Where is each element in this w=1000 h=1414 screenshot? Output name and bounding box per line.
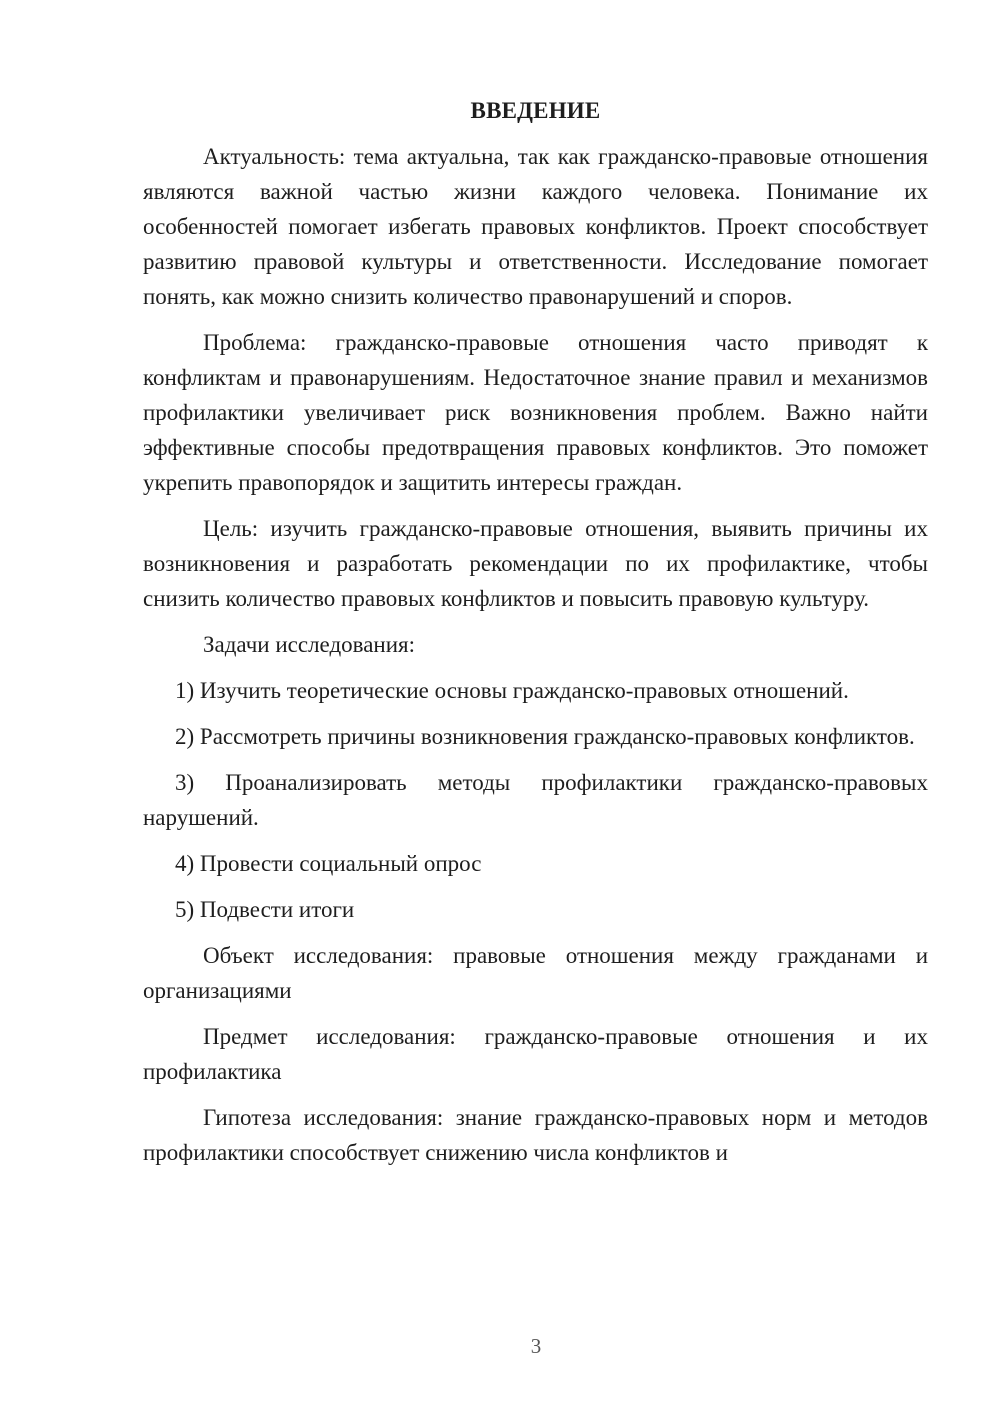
paragraph-hypothesis: Гипотеза исследования: знание гражданско-правовых норм и методов профилактики способствует снижению числа конфликтов и bbox=[143, 1105, 928, 1165]
task-item-4: 4) Провести социальный опрос bbox=[175, 851, 482, 876]
task-item-1: 1) Изучить теоретические основы гражданско-правовых отношений. bbox=[175, 678, 849, 703]
task-item-5: 5) Подвести итоги bbox=[175, 897, 355, 922]
section-title: ВВЕДЕНИЕ bbox=[470, 98, 601, 123]
page-number: 3 bbox=[530, 1334, 542, 1358]
paragraph-problem: Проблема: гражданско-правовые отношения часто приводят к конфликтам и правонарушениям. Недостаточное знание правил и механизмов профилактики увеличивает риск возникновения проблем. Важно найти эффективные способы предотвращения правовых конфликтов. Это поможет укрепить правопорядок и защитить интересы граждан. bbox=[143, 330, 928, 495]
page-content bbox=[143, 96, 928, 1181]
paragraph-tasks-heading: Задачи исследования: bbox=[203, 632, 416, 657]
paragraph-relevance: Актуальность: тема актуальна, так как гражданско-правовые отношения являются важной частью жизни каждого человека. Понимание их особенностей помогает избегать правовых конфликтов. Проект способствует развитию правовой культуры и ответственности. Исследование помогает понять, как можно снизить количество правонарушений и споров. bbox=[143, 144, 928, 309]
task-item-2: 2) Рассмотреть причины возникновения гражданско-правовых конфликтов. bbox=[175, 724, 915, 749]
paragraph-object: Объект исследования: правовые отношения между гражданами и организациями bbox=[143, 943, 928, 1003]
paragraph-subject: Предмет исследования: гражданско-правовые отношения и их профилактика bbox=[143, 1024, 928, 1084]
task-item-3: 3) Проанализировать методы профилактики гражданско-правовых нарушений. bbox=[143, 770, 928, 830]
paragraph-goal: Цель: изучить гражданско-правовые отношения, выявить причины их возникновения и разработать рекомендации по их профилактике, чтобы снизить количество правовых конфликтов и повысить правовую культуру. bbox=[143, 516, 928, 611]
